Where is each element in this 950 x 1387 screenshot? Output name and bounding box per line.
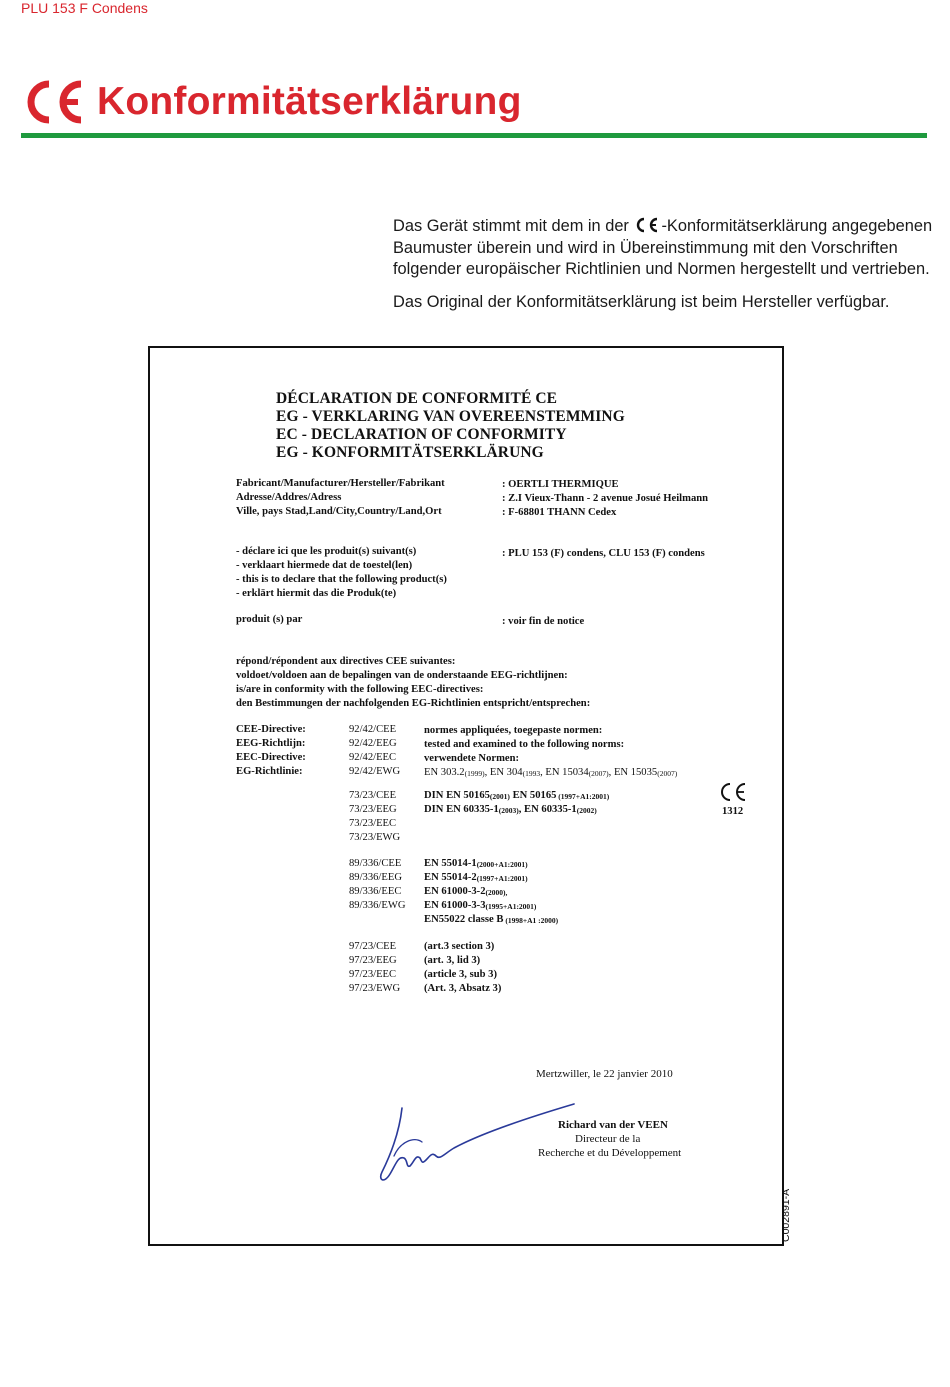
directive-code: 73/23/EEG (349, 804, 397, 815)
norms-line-89-336-2: EN $55014-2_{(1997+A1:2001)}$ (424, 872, 528, 883)
directive-code: 92/42/CEE (349, 724, 397, 735)
intro-paragraph-2: Das Original der Konformitätserklärung ist beim Hersteller verfügbar. (393, 292, 890, 311)
declaration-title-de: EG - KONFORMITÄTSERKLÄRUNG (276, 444, 544, 461)
directive-code: 97/23/EEC (349, 969, 397, 980)
article-ref: (article 3, sub 3) (424, 969, 497, 980)
directives-intro-en: is/are in conformity with the following EEC-directives: (236, 684, 484, 695)
directive-code: 89/336/EEG (349, 872, 402, 883)
directive-code: 73/23/CEE (349, 790, 397, 801)
place-date: Mertzwiller, le 22 janvier 2010 (536, 1068, 673, 1080)
intro-paragraph-1 (393, 216, 938, 281)
made-by-value: : voir fin de notice (502, 616, 585, 627)
norms-line-73-23-1: DIN EN $50165_{(2001)}$ EN 50165 $_{(1997+A1:2001)}$ (424, 790, 610, 801)
city-label: Ville, pays Stad,Land/City,Country/Land,Ort (236, 506, 442, 517)
directive-code: 73/23/EWG (349, 832, 401, 843)
ce-mark-inline-icon (633, 217, 661, 233)
directive-code: 97/23/EWG (349, 983, 401, 994)
manufacturer-value: : OERTLI THERMIQUE (502, 479, 619, 490)
directives-intro-de: den Bestimmungen der nachfolgenden EG-Richtlinien entspricht/entsprechen: (236, 698, 591, 709)
article-ref: (art. 3, lid 3) (424, 955, 481, 966)
directive-code: 97/23/EEG (349, 955, 397, 966)
intro-text-rest: -Konformitätserklärung angegebenen Baumuster überein und wird in Übereinstimmung mit den Vorschriften folgender europäischer Richtlinien und Normen hergestellt und vertrieben. (393, 217, 933, 278)
norms-line-89-336-3: EN $61000-3-2_{(2000),}$ (424, 886, 508, 897)
product-label-fr: - déclare ici que les produit(s) suivant(s) (236, 546, 417, 557)
title-row (21, 76, 522, 128)
notified-body-number: 1312 (722, 806, 744, 817)
address-value: : Z.I Vieux-Thann - 2 avenue Josué Heilmann (502, 493, 709, 504)
declaration-document (148, 346, 792, 1246)
intro-text (393, 216, 938, 313)
title-divider (21, 133, 927, 138)
directives-intro-nl: voldoet/voldoen aan de bepalingen van de onderstaande EEG-richtlijnen: (236, 670, 568, 681)
address-label: Adresse/Addres/Adress (236, 492, 342, 503)
declaration-title-en: EC - DECLARATION OF CONFORMITY (276, 426, 567, 443)
made-by-label: produit (s) par (236, 614, 303, 625)
signature-icon (370, 1102, 580, 1188)
directive-code: 89/336/EWG (349, 900, 406, 911)
directive-label-en: EEC-Directive: (236, 752, 306, 763)
article-ref: (art.3 section 3) (424, 941, 495, 952)
declaration-title-fr: DÉCLARATION DE CONFORMITÉ CE (276, 390, 558, 407)
city-value: : F-68801 THANN Cedex (502, 507, 617, 518)
norms-line-92-42: EN $303.2_{(1999)}$, EN $304_{(1993}$, EN $15034_{(2007)}$, EN $15035_{(2007)}$ (424, 767, 678, 778)
directive-label-nl: EEG-Richtlijn: (236, 738, 306, 749)
manufacturer-label: Fabricant/Manufacturer/Hersteller/Fabrikant (236, 478, 445, 489)
directive-label-fr: CEE-Directive: (236, 724, 306, 735)
running-header: PLU 153 F Condens (21, 0, 148, 16)
directive-label-de: EG-Richtlinie: (236, 766, 303, 777)
norms-line-89-336-1: EN $55014-1_{(2000+A1:2001)}$ (424, 858, 528, 869)
product-label-en: - this is to declare that the following product(s) (236, 574, 447, 585)
ce-mark-small-icon (718, 782, 748, 802)
product-label-nl: - verklaart hiermede dat de toestel(len) (236, 560, 413, 571)
article-ref: (Art. 3, Absatz 3) (424, 983, 502, 994)
signatory-name: Richard van der VEEN (558, 1119, 668, 1131)
norms-label-fr: normes appliquées, toegepaste normen: (424, 725, 603, 736)
directive-code: 92/42/EWG (349, 766, 401, 777)
signatory-role-2: Recherche et du Développement (538, 1147, 682, 1159)
signatory-role-1: Directeur de la (575, 1133, 641, 1145)
directive-code: 89/336/EEC (349, 886, 402, 897)
directive-code: 92/42/EEG (349, 738, 397, 749)
product-label-de: - erklärt hiermit das die Produk(te) (236, 588, 397, 599)
directive-code: 97/23/CEE (349, 941, 397, 952)
norms-label-de: verwendete Normen: (424, 753, 520, 764)
directive-code: 92/42/EEC (349, 752, 397, 763)
ce-mark-icon (21, 78, 87, 126)
norms-label-en: tested and examined to the following norms: (424, 739, 625, 750)
directive-code: 89/336/CEE (349, 858, 402, 869)
directive-code: 73/23/EEC (349, 818, 397, 829)
declaration-title-nl: EG - VERKLARING VAN OVEREENSTEMMING (276, 408, 625, 425)
intro-text-start: Das Gerät stimmt mit dem in der (393, 217, 634, 235)
product-value: : PLU 153 (F) condens, CLU 153 (F) condens (502, 548, 705, 559)
norms-line-73-23-2: DIN EN $60335-1_{(2003)}$, EN $60335-1_{(2002)}$ (424, 804, 597, 815)
page-title: Konformitätserklärung (97, 80, 522, 123)
norms-line-89-336-5: EN55022 classe B $_{(1998+A1 :2000)}$ (424, 914, 559, 925)
directives-intro-fr: répond/répondent aux directives CEE suivantes: (236, 656, 456, 667)
norms-line-89-336-4: EN $61000-3-3_{(1995+A1:2001)}$ (424, 900, 537, 911)
document-reference: C002891-A (780, 1188, 792, 1242)
